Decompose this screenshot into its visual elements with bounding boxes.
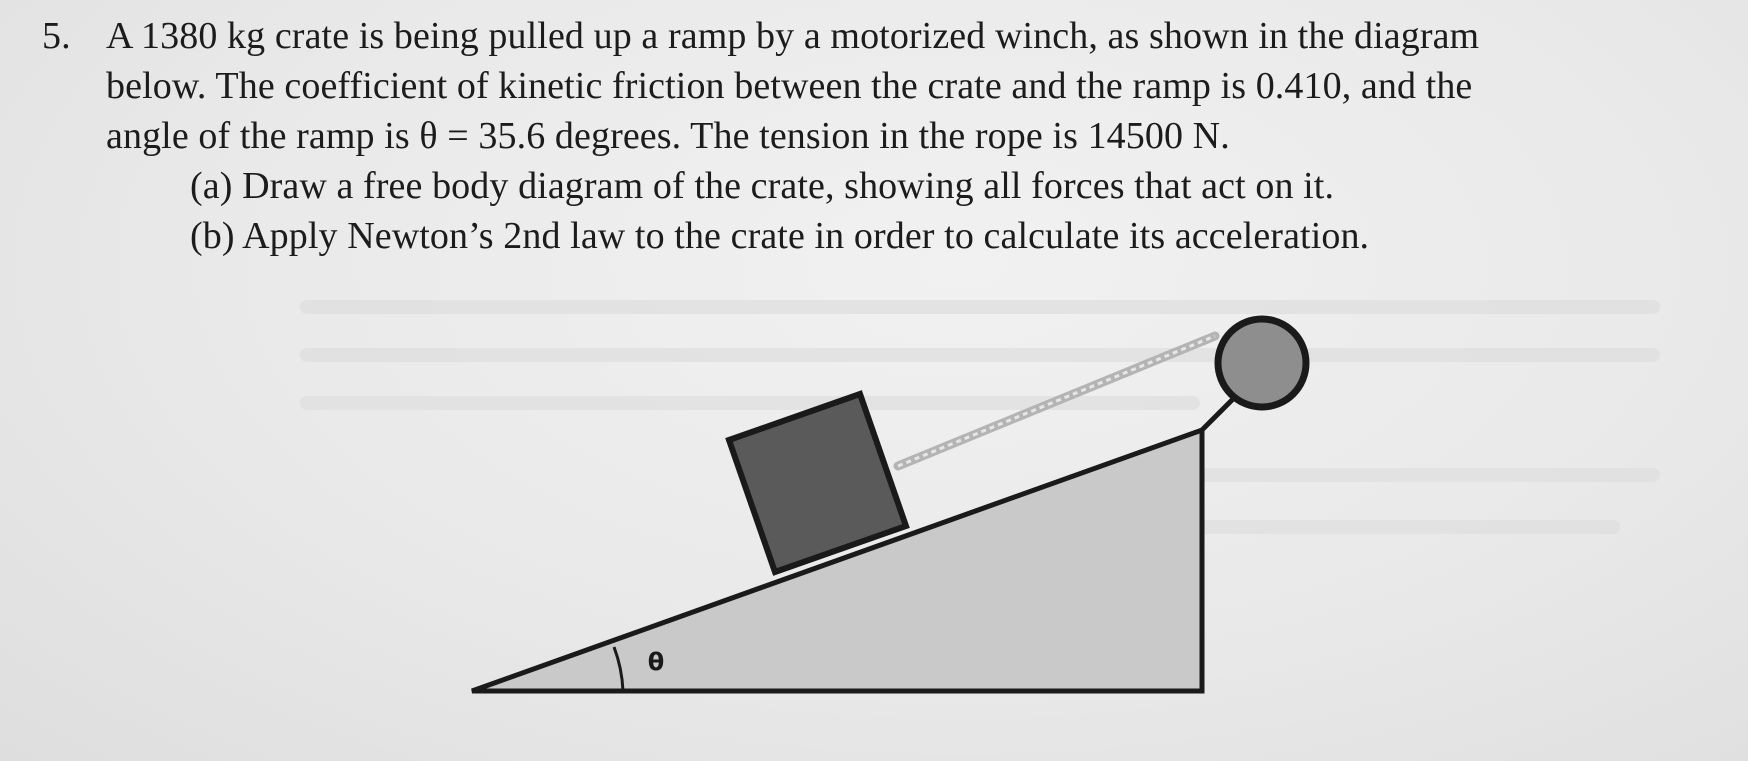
problem-line-3: angle of the ramp is θ = 35.6 degrees. The tension in the rope is 14500 N. [106, 115, 1230, 157]
problem-line-2: below. The coefficient of kinetic friction between the crate and the ramp is 0.410, and the [106, 65, 1473, 107]
winch-icon [1218, 319, 1306, 407]
problem-number: 5. [42, 15, 71, 57]
part-a-text: (a) Draw a free body diagram of the crate, showing all forces that act on it. [190, 165, 1335, 207]
angle-theta-label: θ [647, 648, 665, 676]
problem-line-1: A 1380 kg crate is being pulled up a ramp by a motorized winch, as shown in the diagram [106, 15, 1480, 57]
part-b-text: (b) Apply Newton’s 2nd law to the crate in order to calculate its acceleration. [190, 215, 1370, 257]
